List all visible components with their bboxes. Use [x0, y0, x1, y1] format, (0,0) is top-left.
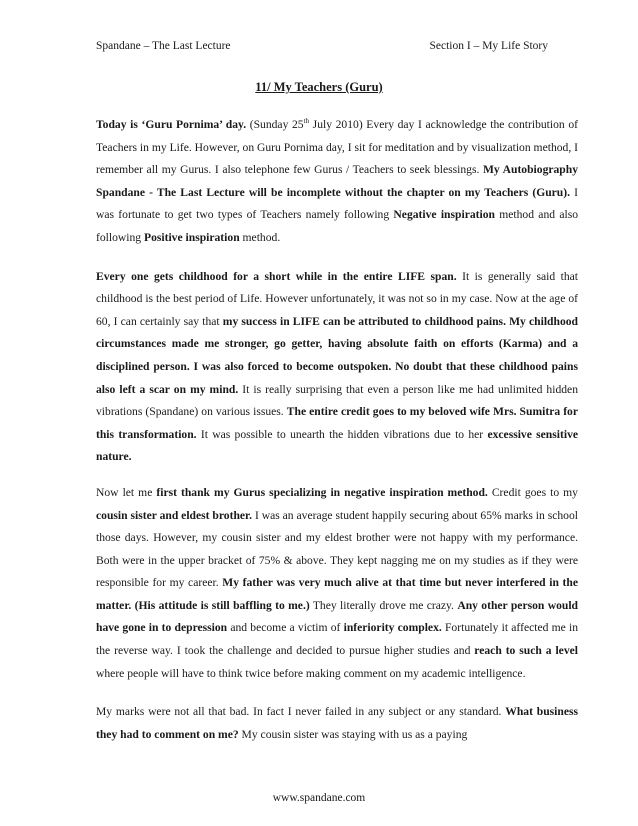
text-bold: My Autobiography Spandane - The Last Lecture will be incomplete without the chapter on my Teachers (Guru).: [96, 163, 578, 199]
text-bold: inferiority complex.: [343, 621, 442, 635]
text-run: where people will have to think twice before making comment on my academic intelligence.: [96, 666, 526, 680]
text-bold: What business they had to comment on me?: [96, 705, 578, 741]
paragraph-marks: [96, 701, 578, 746]
text-run: Now let me: [96, 485, 157, 499]
text-bold: Positive inspiration: [143, 230, 240, 244]
text-bold: Negative inspiration: [393, 208, 495, 222]
chapter-title: 11/ My Teachers (Guru): [255, 80, 383, 94]
text-bold: reach to such a level: [474, 644, 578, 658]
text-bold: cousin sister and eldest brother.: [96, 508, 253, 522]
text-superscript: th: [303, 117, 310, 125]
text-run: I was an average student happily securing about 65% marks in school those days. However, my cousin sister and my eldest brother were not happy with my performance. Both were in the upper bracket of 75% & above. They kept nagging me on my studies as if they were responsible for my career.: [96, 508, 579, 590]
page-footer-url: www.spandane.com: [272, 792, 366, 804]
text-bold: excessive sensitive nature.: [96, 427, 579, 464]
paragraph-childhood: [96, 266, 578, 469]
text-run: method.: [239, 230, 281, 244]
text-run: They literally drove me crazy.: [309, 598, 458, 612]
text-run: July 2010) Every day I acknowledge the contribution of Teachers in my Life. However, on Guru Pornima day, I sit for meditation and by visualization method, I remember all my Gurus. I also telephone few Gurus / Teachers to seek blessings.: [96, 118, 578, 177]
chapter-body: [96, 114, 578, 746]
text-bold: My father was very much alive at that time but never interfered in the matter. (His attitude is still baffling to me.): [96, 576, 579, 612]
header-book-title: Spandane – The Last Lecture: [96, 40, 231, 52]
text-run: and become a victim of: [227, 621, 344, 635]
text-run: It is really surprising that even a person like me had unlimited hidden vibrations (Spandane) on various issues.: [96, 382, 578, 419]
text-run: My cousin sister was staying with us as a paying: [238, 727, 468, 741]
text-bold: The entire credit goes to my beloved wife Mrs. Sumitra for this transformation.: [96, 405, 578, 441]
text-run: My marks were not all that bad. In fact I never failed in any subject or any standard.: [96, 705, 506, 719]
text-run: Credit goes to my: [487, 485, 578, 499]
header-section-title: Section I – My Life Story: [429, 40, 548, 52]
text-run: (Sunday 25: [246, 118, 304, 131]
page-header: [96, 40, 548, 52]
paragraph-guru-pornima: [96, 114, 578, 250]
text-bold: Today is ‘Guru Pornima’ day.: [96, 118, 247, 131]
text-bold: my success in LIFE can be attributed to childhood pains. My childhood circumstances made me stronger, go getter, having absolute faith on efforts (Karma) and a disciplined person. I was also forced to become outspoken. No doubt that these childhood pains also left a scar on my mind.: [96, 314, 578, 396]
text-bold: Any other person would have gone in to depression: [96, 598, 578, 635]
text-bold: Every one gets childhood for a short while in the entire LIFE span.: [96, 269, 457, 283]
paragraph-negative-inspiration: [96, 482, 578, 685]
text-run: It was possible to unearth the hidden vibrations due to her: [196, 427, 488, 441]
text-run: Fortunately it affected me in the reverse way. I took the challenge and decided to pursue higher studies and: [96, 621, 578, 658]
text-bold: first thank my Gurus specializing in negative inspiration method.: [156, 485, 488, 499]
text-run: It is generally said that childhood is the best period of Life. However unfortunately, it was not so in my case. Now at the age of 60, I can certainly say that: [96, 269, 579, 328]
text-run: method and also following: [96, 208, 579, 244]
text-run: I was fortunate to get two types of Teachers namely following: [96, 185, 578, 222]
